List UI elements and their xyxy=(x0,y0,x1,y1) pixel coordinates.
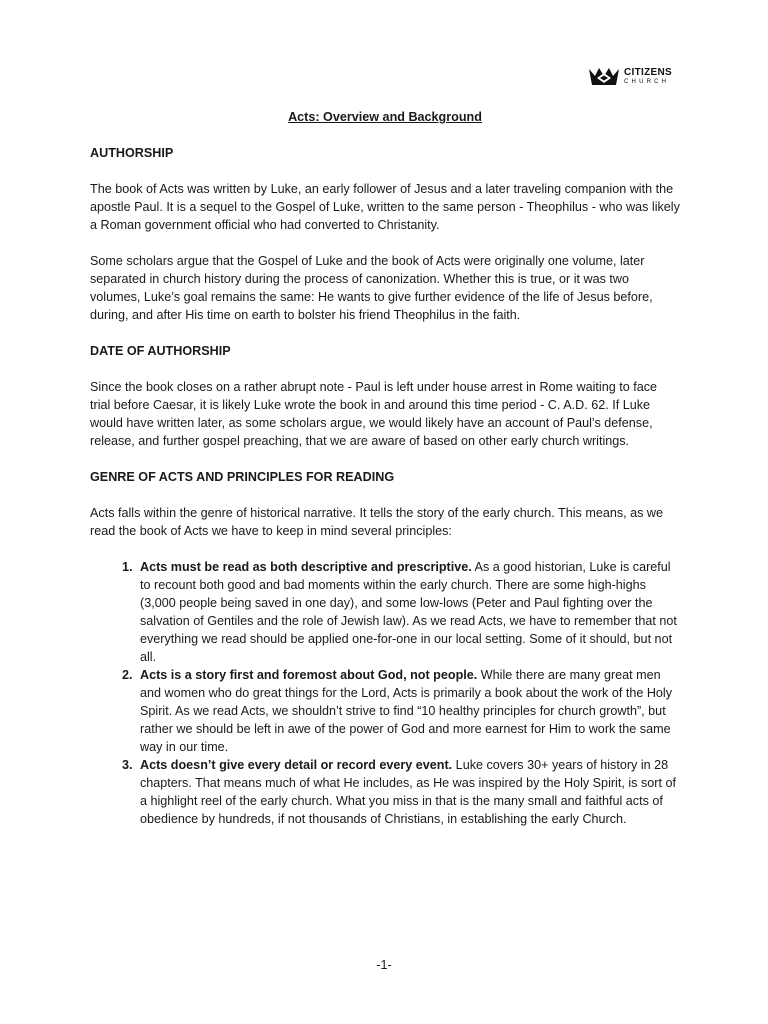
list-item-text: Luke covers 30+ years of history in 28 chapters. That means much of what He includes, as He was inspired by the Holy Spirit, is sort of a highlight reel of the early church. What you miss in that is the many small and faithful acts of obedience by hundreds, if not thousands of Christians, in establishing the early Church. xyxy=(140,758,676,826)
crown-icon xyxy=(588,66,620,86)
list-item-text: As a good historian, Luke is careful to recount both good and bad moments within the early church. There are some high-highs (3,000 people being saved in one day), and some low-lows (Peter and Paul fighting over the salvation of Gentiles and the role of Jewish law). As we read Acts, we have to remember that not everything we read should be applied one-for-one in our local setting. Some of it should, but not all. xyxy=(140,560,677,664)
logo-word-church: CHURCH xyxy=(624,78,670,85)
list-item xyxy=(136,666,680,756)
heading-authorship: AUTHORSHIP xyxy=(90,146,174,160)
citizens-church-logo xyxy=(588,66,672,86)
date-paragraph-1: Since the book closes on a rather abrupt note - Paul is left under house arrest in Rome waiting to face trial before Caesar, it is likely Luke wrote the book in and around this time period - C. A.D. 62. If Luke would have written later, as some scholars argue, we would likely have an account of Paul’s defense, release, and further gospel preaching, that we are aware of based on other early church writings. xyxy=(90,380,658,448)
list-item xyxy=(136,558,680,666)
genre-paragraph-1: Acts falls within the genre of historical narrative. It tells the story of the early church. This means, as we read the book of Acts we have to keep in mind several principles: xyxy=(90,506,664,538)
principles-list xyxy=(90,558,680,828)
list-item xyxy=(136,756,680,828)
list-item-lead: Acts doesn’t give every detail or record every event. xyxy=(140,758,453,772)
document-body xyxy=(90,108,680,828)
logo-word-citizens: CITIZENS xyxy=(624,66,672,78)
heading-genre: GENRE OF ACTS AND PRINCIPLES FOR READING xyxy=(90,470,395,484)
page-number: -1- xyxy=(376,958,392,972)
list-item-lead: Acts is a story first and foremost about God, not people. xyxy=(140,668,478,682)
document-title: Acts: Overview and Background xyxy=(288,110,482,124)
authorship-paragraph-1: The book of Acts was written by Luke, an early follower of Jesus and a later traveling companion with the apostle Paul. It is a sequel to the Gospel of Luke, written to the same person - Theophilus - who was likely a Roman government official who had converted to Christanity. xyxy=(90,182,680,232)
heading-date-of-authorship: DATE OF AUTHORSHIP xyxy=(90,344,231,358)
list-item-text: While there are many great men and women who do great things for the Lord, Acts is primarily a book about the work of the Holy Spirit. As we read Acts, we shouldn’t strive to find “10 healthy principles for church growth”, but rather we should be left in awe of the power of God and more earnest for Him to work the same way in our time. xyxy=(140,668,673,754)
list-item-lead: Acts must be read as both descriptive and prescriptive. xyxy=(140,560,472,574)
authorship-paragraph-2: Some scholars argue that the Gospel of Luke and the book of Acts were originally one volume, later separated in church history during the process of canonization. Whether this is true, or it was two volumes, Luke’s goal remains the same: He wants to give further evidence of the life of Jesus before, during, and after His time on earth to bolster his friend Theophilus in the faith. xyxy=(90,254,653,322)
